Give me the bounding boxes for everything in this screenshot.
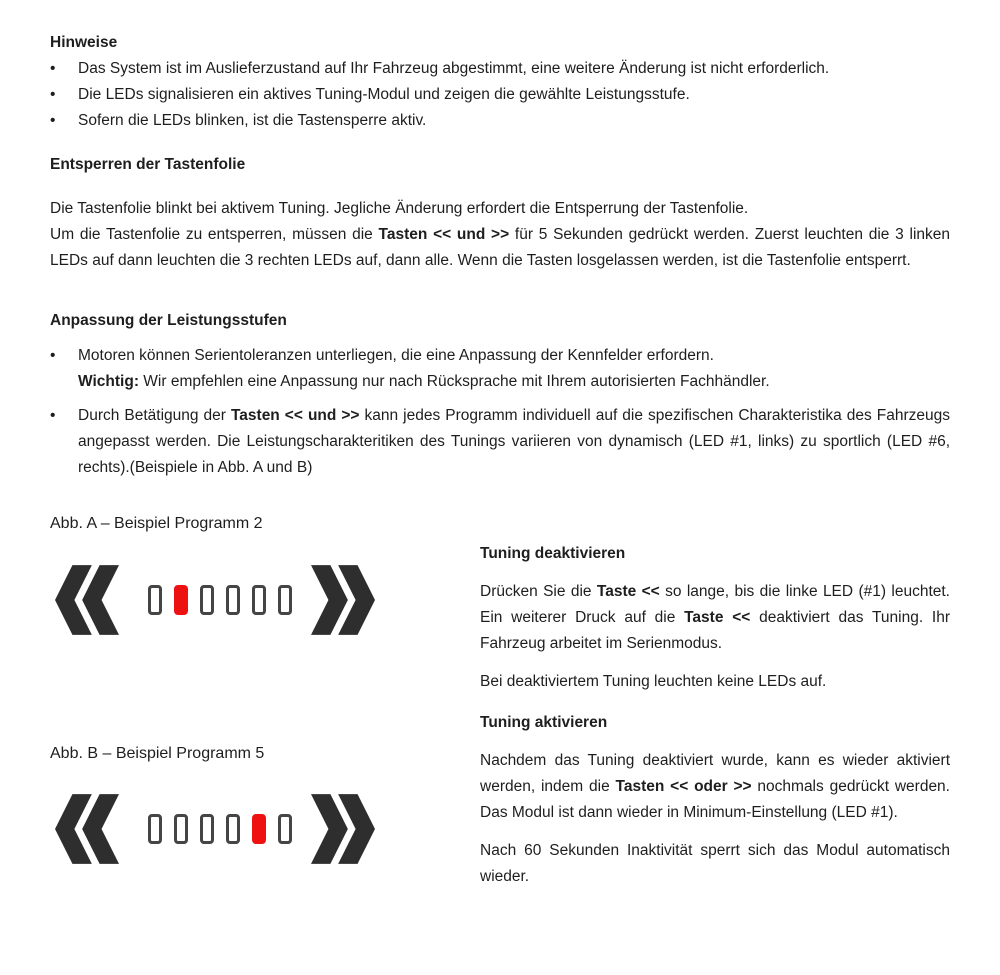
led-inactive [148, 585, 162, 615]
bullet-marker: • [50, 407, 56, 424]
bullet-text: Das System ist im Auslieferzustand auf Ihr Fahrzeug abgestimmt, eine weitere Änderung ist nicht erforderlich. [78, 60, 830, 77]
anpassung-bullet-list [50, 343, 950, 481]
led-inactive [174, 814, 188, 844]
tuning-deaktivieren-paragraph-1: Drücken Sie die Taste << so lange, bis die linke LED (#1) leuchtet. Ein weiterer Druck auf die Taste << deaktiviert das Tuning. Ihr Fahrzeug arbeitet im Serienmodus. [480, 583, 950, 652]
tuning-instructions-column [480, 541, 950, 890]
bullet-text: Sofern die LEDs blinken, ist die Tastensperre aktiv. [78, 112, 427, 129]
led-inactive [200, 585, 214, 615]
double-chevron-right-icon [311, 565, 375, 635]
led-inactive [252, 585, 266, 615]
figures-and-tuning-region [50, 511, 950, 923]
section-title-anpassung: Anpassung der Leistungsstufen [50, 312, 287, 329]
bullet-text: Motoren können Serientoleranzen unterliegen, die eine Anpassung der Kennfelder erfordern. Wichtig: Wir empfehlen eine Anpassung nur nach Rücksprache mit Ihrem autorisierten Fachhändler. [78, 347, 770, 390]
bullet-marker: • [50, 112, 56, 129]
figure-a-led-strip [148, 585, 292, 615]
led-inactive [148, 814, 162, 844]
led-inactive [226, 585, 240, 615]
bullet-item [50, 82, 950, 108]
bullet-text: Durch Betätigung der Tasten << und >> kann jedes Programm individuell auf die spezifischen Charakteristika des Fahrzeugs angepasst werden. Die Leistungscharakteritiken des Tunings variieren von dynamisch (LED #1, links) zu sportlich (LED #6, rechts).(Beispiele in Abb. A und B) [78, 407, 950, 476]
tuning-aktivieren-paragraph-1: Nachdem das Tuning deaktiviert wurde, kann es wieder aktiviert werden, indem die Tasten << oder >> nochmals gedrückt werden. Das Modul ist dann wieder in Minimum-Einstellung (LED #1). [480, 752, 950, 821]
tuning-aktivieren-title: Tuning aktivieren [480, 714, 608, 731]
section-title-entsperren: Entsperren der Tastenfolie [50, 156, 246, 173]
bullet-marker: • [50, 347, 56, 364]
led-inactive [226, 814, 240, 844]
hinweise-bullet-list [50, 56, 950, 134]
led-active [174, 585, 188, 615]
double-chevron-left-icon [55, 794, 119, 864]
bullet-item [50, 343, 950, 395]
double-chevron-right-icon [311, 794, 375, 864]
double-chevron-left-icon [55, 565, 119, 635]
led-inactive [278, 814, 292, 844]
figure-b-label: Abb. B – Beispiel Programm 5 [50, 745, 265, 762]
figure-b-led-strip [148, 814, 292, 844]
led-inactive [278, 585, 292, 615]
section-hinweise [50, 30, 950, 134]
figure-a-led-display [55, 565, 375, 635]
figure-b-led-display [55, 794, 375, 864]
bullet-item [50, 108, 950, 134]
section-anpassung [50, 308, 950, 481]
bullet-marker: • [50, 60, 56, 77]
led-active [252, 814, 266, 844]
led-inactive [200, 814, 214, 844]
figure-a-label: Abb. A – Beispiel Programm 2 [50, 515, 263, 532]
bullet-item [50, 56, 950, 82]
section-title-hinweise: Hinweise [50, 34, 118, 51]
tuning-aktivieren-paragraph-2: Nach 60 Sekunden Inaktivität sperrt sich das Modul automatisch wieder. [480, 842, 950, 885]
tuning-deaktivieren-title: Tuning deaktivieren [480, 545, 626, 562]
section-entsperren [50, 152, 950, 274]
entsperren-paragraph: Die Tastenfolie blinkt bei aktivem Tuning. Jegliche Änderung erfordert die Entsperrung der Tastenfolie. Um die Tastenfolie zu entsperren, müssen die Tasten << und >> für 5 Sekunden gedrückt werden. Zuerst leuchten die 3 linken LEDs auf dann leuchten die 3 rechten LEDs auf, dann alle. Wenn die Tasten losgelassen werden, ist die Tastenfolie entsperrt. [50, 200, 950, 269]
bullet-text: Die LEDs signalisieren ein aktives Tuning-Modul und zeigen die gewählte Leistungsstufe. [78, 86, 690, 103]
tuning-deaktivieren-paragraph-2: Bei deaktiviertem Tuning leuchten keine LEDs auf. [480, 673, 827, 690]
bullet-item [50, 403, 950, 481]
bullet-marker: • [50, 86, 56, 103]
